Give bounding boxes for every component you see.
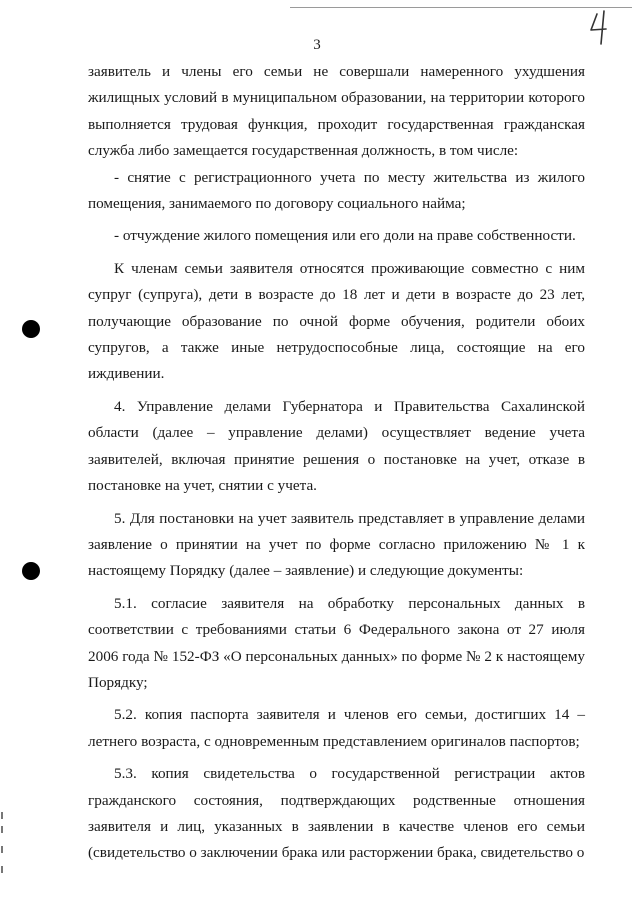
paragraph: 5. Для постановки на учет заявитель представляет в управление делами заявление о принятии на учет по форме согласно приложению № 1 к настоящему Порядку (далее – заявление) и следующие документы: (88, 509, 585, 580)
paragraph: К членам семьи заявителя относятся проживающие совместно с ним супруг (супруга), дети в возрасте до 18 лет и дети в возрасте до 23 лет, получающие образование по очной форме обучения, родители обоих супругов, а также иные нетрудоспособные лица, состоящие на его иждивении. (88, 259, 585, 383)
margin-mark (1, 826, 3, 833)
punch-hole (22, 562, 40, 580)
paragraph: 4. Управление делами Губернатора и Правительства Сахалинской области (далее – управление делами) осуществляет ведение учета заявителей, включая принятие решения о постановке на учет, отказе в постановке на учет, снятии с учета. (88, 397, 585, 495)
paragraph: - отчуждение жилого помещения или его доли на праве собственности. (114, 227, 576, 245)
page-number: 3 (313, 37, 321, 53)
document-body (88, 59, 585, 867)
punch-hole (22, 320, 40, 338)
paragraph: 5.3. копия свидетельства о государственной регистрации актов гражданского состояния, подтверждающих родственные отношения заявителя и лиц, указанных в заявлении в качестве членов его семьи (свидетельство о заключении брака или расторжении брака, свидетельство о (88, 765, 585, 862)
paragraph: 5.1. согласие заявителя на обработку персональных данных в соответствии с требованиями статьи 6 Федерального закона от 27 июля 2006 года № 152-ФЗ «О персональных данных» по форме № 2 к настоящему Порядку; (88, 594, 585, 691)
paragraph: заявитель и члены его семьи не совершали намеренного ухудшения жилищных условий в муниципальном образовании, на территории которого выполняется трудовая функция, проходит государственная гражданская служба либо замещается государственная должность, в том числе: (88, 63, 585, 160)
margin-mark (1, 812, 3, 819)
paragraph: - снятие с регистрационного учета по месту жительства из жилого помещения, занимаемого по договору социального найма; (88, 168, 585, 213)
scan-edge-line (290, 7, 632, 8)
paragraph: 5.2. копия паспорта заявителя и членов его семьи, достигших 14 – летнего возраста, с одновременным представлением оригиналов паспортов; (88, 706, 585, 750)
margin-mark (1, 846, 3, 853)
margin-mark (1, 866, 3, 873)
